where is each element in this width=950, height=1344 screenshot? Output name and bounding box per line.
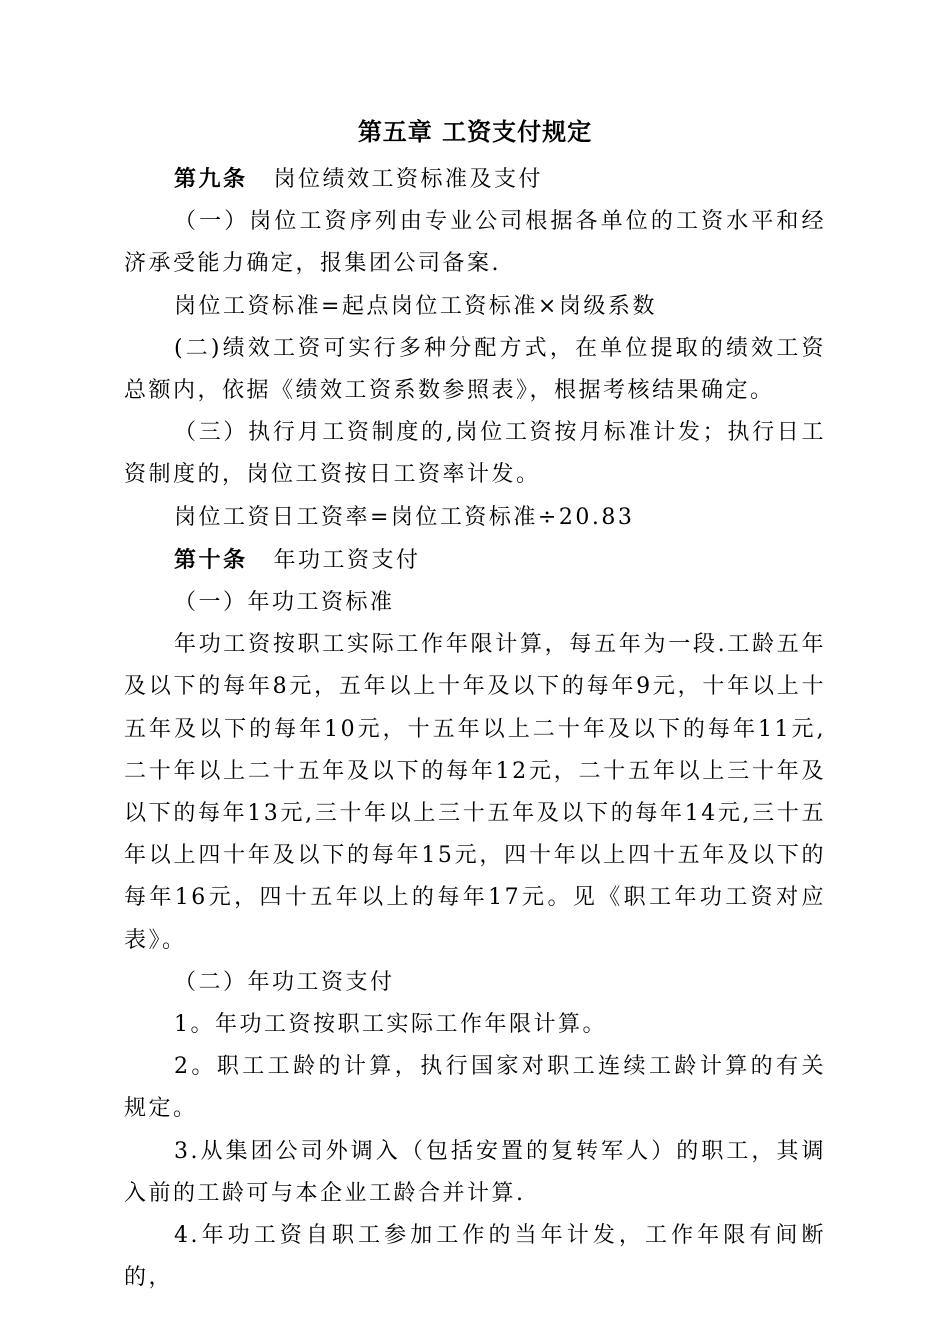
article-9-heading (124, 158, 826, 201)
paragraph: 岗位工资日工资率=岗位工资标准÷20.83 (174, 504, 635, 530)
paragraph: （三）执行月工资制度的,岗位工资按月标准计发；执行日工资制度的，岗位工资按日工资率计发。 (124, 420, 826, 488)
paragraph: （一）年功工资标准 (174, 590, 395, 616)
article-title: 岗位绩效工资标准及支付 (273, 167, 544, 192)
paragraph: 3.从集团公司外调入（包括安置的复转军人）的职工，其调入前的工龄可与本企业工龄合并计算. (124, 1138, 826, 1206)
paragraph: (二)绩效工资可实行多种分配方式，在单位提取的绩效工资总额内，依据《绩效工资系数参照表》，根据考核结果确定。 (124, 335, 826, 404)
chapter-title: 第五章 工资支付规定 (357, 117, 593, 146)
article-10-heading (124, 539, 826, 582)
paragraph: 4.年功工资自职工参加工作的当年计发，工作年限有间断的， (124, 1223, 826, 1291)
paragraph: （二）年功工资支付 (174, 969, 395, 995)
paragraph: （一）岗位工资序列由专业公司根据各单位的工资水平和经济承受能力确定，报集团公司备案. (124, 209, 826, 277)
paragraph: 2。职工工龄的计算，执行国家对职工连续工龄计算的有关规定。 (124, 1054, 826, 1122)
article-title: 年功工资支付 (273, 547, 421, 573)
document-body (124, 158, 826, 1299)
paragraph: 岗位工资标准=起点岗位工资标准×岗级系数 (174, 293, 657, 319)
paragraph: 年功工资按职工实际工作年限计算，每五年为一段.工龄五年及以下的每年8元，五年以上十年及以下的每年9元，十年以上十五年及以下的每年10元，十五年以上二十年及以下的每年11元,二十年以上二十五年及以下的每年12元，二十五年以上三十年及以下的每年13元,三十年以上三十五年及以下的每年14元,三十五年以上四十年及以下的每年15元，四十年以上四十五年及以下的每年16元，四十五年以上的每年17元。见《职工年功工资对应表》。 (124, 632, 826, 953)
article-label: 第九条 (174, 166, 248, 192)
paragraph: 1。年功工资按职工实际工作年限计算。 (174, 1012, 607, 1038)
article-label: 第十条 (174, 546, 248, 573)
